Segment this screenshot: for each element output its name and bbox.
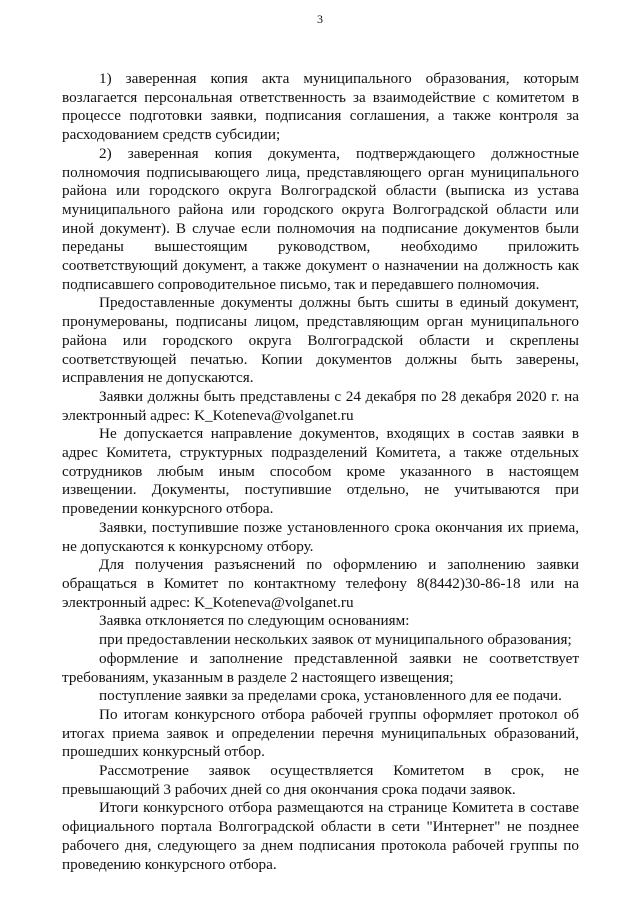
paragraph-rejection-ground-3: поступление заявки за пределами срока, установленного для ее подачи. <box>99 687 562 705</box>
paragraph-results-publication: Итоги конкурсного отбора размещаются на странице Комитета в составе официального портала Волгоградской области в сети "Интернет" не позднее рабочего дня, следующего за днем подписания протокола рабочей группы по проведению конкурсного отбора. <box>62 799 579 873</box>
paragraph-rejection-grounds-heading: Заявка отклоняется по следующим основаниям: <box>99 612 410 630</box>
paragraph-late-applications: Заявки, поступившие позже установленного срока окончания их приема, не допускаются к конкурсному отбору. <box>62 518 579 555</box>
paragraph-item-1-copy-of-act: 1) заверенная копия акта муниципального образования, которым возлагается персональная ответственность за взаимодействие с комитетом в процессе подготовки заявки, подписания соглашения, а также контроля за расходованием средств субсидии; <box>62 70 579 144</box>
paragraph-item-2-authority-document: 2) заверенная копия документа, подтверждающего должностные полномочия подписывающего лица, представляющего орган муниципального района или городского округа Волгоградской области (выписка из устава муниципального района или городского округа Волгоградской области или иной документ). В случае если полномочия на подписание документов были переданы вышестоящим руководством, необходимо приложить соответствующий документ, а также документ о назначении на должность как подписавшего сопроводительное письмо, так и передавшего полномочия. <box>62 144 579 293</box>
paragraph-binding-requirements: Предоставленные документы должны быть сшиты в единый документ, пронумерованы, подписаны лицом, представляющим орган муниципального района или городского округа Волгоградской области и скреплены соответствующей печатью. Копии документов должны быть заверены, исправления не допускаются. <box>62 294 579 387</box>
paragraph-rejection-ground-1: при предоставлении нескольких заявок от муниципального образования; <box>99 631 572 649</box>
paragraph-review-period: Рассмотрение заявок осуществляется Комитетом в срок, не превышающий 3 рабочих дней со дня окончания срока подачи заявок. <box>62 762 579 798</box>
paragraph-rejection-ground-2: оформление и заполнение представленной заявки не соответствует требованиям, указанным в разделе 2 настоящего извещения; <box>62 649 579 686</box>
paragraph-protocol: По итогам конкурсного отбора рабочей группы оформляет протокол об итогах приема заявок и определении перечня муниципальных образований, прошедших конкурсный отбор. <box>62 705 579 761</box>
document-body <box>62 70 579 874</box>
page-number: 3 <box>317 12 323 26</box>
paragraph-submission-restrictions: Не допускается направление документов, входящих в состав заявки в адрес Комитета, структурных подразделений Комитета, а также отдельных сотрудников любым иным способом кроме указанного в настоящем извещении. Документы, поступившие отдельно, не учитываются при проведении конкурсного отбора. <box>62 425 579 518</box>
paragraph-contact-info: Для получения разъяснений по оформлению и заполнению заявки обращаться в Комитет по контактному телефону 8(8442)30-86-18 или на электронный адрес: K_Koteneva@volganet.ru <box>62 556 579 611</box>
paragraph-submission-dates: Заявки должны быть представлены с 24 декабря по 28 декабря 2020 г. на электронный адрес: K_Koteneva@volganet.ru <box>62 387 579 424</box>
